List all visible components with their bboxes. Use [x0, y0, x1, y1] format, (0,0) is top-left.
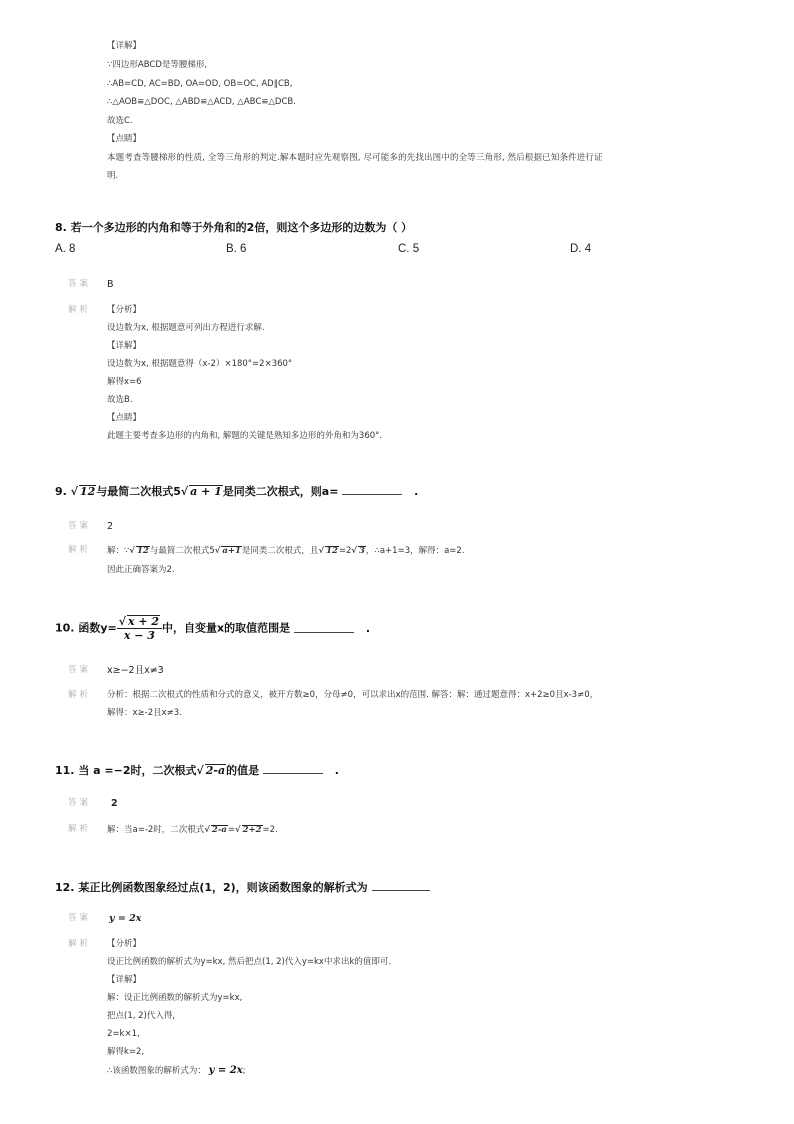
question-text: 12. 某正比例函数图象经过点(1，2)，则该函数图象的解析式为 [55, 881, 368, 894]
option-b[interactable]: B. 6 [226, 243, 247, 255]
analysis-line: 2=k×1, [107, 1029, 140, 1039]
analysis-label: 解析 [68, 939, 92, 949]
analysis-line: 此题主要考查多边形的内角和, 解题的关键是熟知多边形的外角和为360°. [107, 431, 383, 441]
analysis-label: 解析 [68, 305, 92, 315]
option-a[interactable]: A. 8 [55, 243, 76, 255]
question-text: 的值是 [226, 764, 260, 777]
answer-label: 答案 [68, 521, 92, 531]
analysis-line: 解：当a=-2时，二次根式√ 2-a=√ 2+2=2. [107, 825, 278, 835]
period: . [334, 764, 339, 777]
analysis-text: = [227, 825, 235, 835]
solution-line: ∴△AOB≌△DOC, △ABD≌△ACD, △ABC≌△DCB. [107, 97, 296, 107]
analysis-line: 设边数为x, 根据题意得（x-2）×180°=2×360° [107, 359, 293, 369]
question-title [55, 881, 430, 893]
analysis-line: 分析：根据二次根式的性质和分式的意义，被开方数≥0，分母≠0，可以求出x的范围. 解答：解：通过题意得：x+2≥0且x-3≠0， [107, 690, 599, 700]
analysis-text: 解：当a=-2时，二次根式 [107, 825, 205, 835]
analysis-line: 【详解】 [107, 975, 142, 985]
formula: y = 2x [208, 1065, 243, 1076]
question-text: 中，自变量x的取值范围是 [162, 621, 291, 635]
denominator: x − 3 [123, 629, 155, 642]
solution-line: 故选C. [107, 116, 133, 126]
analysis-label: 解析 [68, 824, 92, 834]
radicand: 2-a [211, 825, 227, 835]
question-text: 是同类二次根式，则a= [222, 485, 339, 498]
answer-label: 答案 [68, 665, 92, 675]
analysis-line: 【分析】 [107, 305, 142, 315]
question-number: 9. [55, 485, 67, 498]
question-title: 11. 当 a =−2时，二次根式√ 2-a的值是 . [55, 764, 339, 777]
analysis-text: 与最简二次根式5 [149, 546, 215, 556]
radicand: 2-a [205, 764, 226, 777]
option-c[interactable]: C. 5 [398, 243, 420, 255]
answer-value: 2 [107, 521, 114, 532]
analysis-line: 【详解】 [107, 341, 142, 351]
question-text: 10. 函数y= [55, 621, 117, 635]
question-text: 11. 当 a =−2时，二次根式 [55, 764, 197, 777]
analysis-line: 【分析】 [107, 939, 142, 949]
point-text: 本题考查等腰梯形的性质, 全等三角形的判定.解本题时应先观察图, 尽可能多的先找出图中的全等三角形, 然后根据已知条件进行证 [107, 153, 603, 163]
detail-heading: 【详解】 [107, 41, 142, 51]
analysis-line: 【点睛】 [107, 413, 142, 423]
analysis-text: ∴该函数图象的解析式为： [107, 1066, 206, 1076]
numerator: x + 2 [127, 615, 160, 628]
analysis-line [107, 1066, 246, 1076]
analysis-text: ; [242, 1066, 246, 1076]
answer-blank[interactable] [294, 623, 354, 633]
fraction: $\frac{√ x + 2}{x - 3}$ [117, 615, 162, 641]
answer-value: 2 [111, 798, 118, 809]
point-text: 明. [107, 171, 119, 181]
answer-blank[interactable] [372, 881, 430, 891]
question-text: 与最简二次根式5 [96, 485, 181, 498]
solution-line: ∴AB=CD, AC=BD, OA=OD, OB=OC, AD∥CB, [107, 79, 293, 89]
radicand: 12 [326, 546, 338, 556]
analysis-line: 解得：x≥-2且x≠3. [107, 708, 182, 718]
analysis-label: 解析 [68, 690, 92, 700]
radicand: a + 1 [190, 485, 222, 498]
radicand: 12 [137, 546, 149, 556]
radicand: a+1 [222, 546, 241, 556]
answer-blank[interactable] [342, 485, 402, 495]
solution-line: ∵四边形ABCD是等腰梯形, [107, 60, 208, 70]
answer-value: y = 2x [109, 913, 142, 924]
analysis-line: 解：∵√ 12与最简二次根式5√ a+1是同类二次根式，且√ 12=2√ 3，∴a+1=3，解得：a=2. [107, 546, 465, 556]
answer-blank[interactable] [263, 764, 323, 774]
answer-label: 答案 [68, 279, 92, 289]
analysis-text: 是同类二次根式，且 [241, 546, 319, 556]
question-title [55, 615, 370, 641]
radicand: 3 [359, 546, 365, 556]
question-title: 9. √ 12与最简二次根式5√ a + 1是同类二次根式，则a= . [55, 485, 419, 498]
radicand: 12 [79, 485, 96, 498]
answer-label: 答案 [68, 798, 92, 808]
analysis-text: =2 [338, 546, 352, 556]
answer-label: 答案 [68, 913, 92, 923]
analysis-text: =2. [262, 825, 278, 835]
analysis-line: 故选B. [107, 395, 133, 405]
analysis-line: 把点(1, 2)代入得, [107, 1011, 176, 1021]
answer-value: B [107, 279, 114, 290]
analysis-label: 解析 [68, 545, 92, 555]
option-d[interactable]: D. 4 [570, 243, 592, 255]
answer-value: x≥−2且x≠3 [107, 665, 164, 676]
period: . [414, 485, 419, 498]
radicand: 2+2 [242, 825, 262, 835]
period: . [365, 621, 371, 635]
analysis-line: 解：设正比例函数的解析式为y=kx, [107, 993, 243, 1003]
analysis-line: 解得k=2, [107, 1047, 145, 1057]
point-heading: 【点睛】 [107, 134, 142, 144]
analysis-line: 设正比例函数的解析式为y=kx, 然后把点(1, 2)代入y=kx中求出k的值即可. [107, 957, 392, 967]
analysis-text: ，∴a+1=3，解得：a=2. [365, 546, 465, 556]
question-title: 8. 若一个多边形的内角和等于外角和的2倍，则这个多边形的边数为（ ） [55, 221, 413, 234]
analysis-line: 解得x=6 [107, 377, 142, 387]
analysis-text: 解：∵ [107, 546, 130, 556]
analysis-line: 设边数为x, 根据题意可列出方程进行求解. [107, 323, 265, 333]
analysis-line: 因此正确答案为2. [107, 565, 175, 575]
